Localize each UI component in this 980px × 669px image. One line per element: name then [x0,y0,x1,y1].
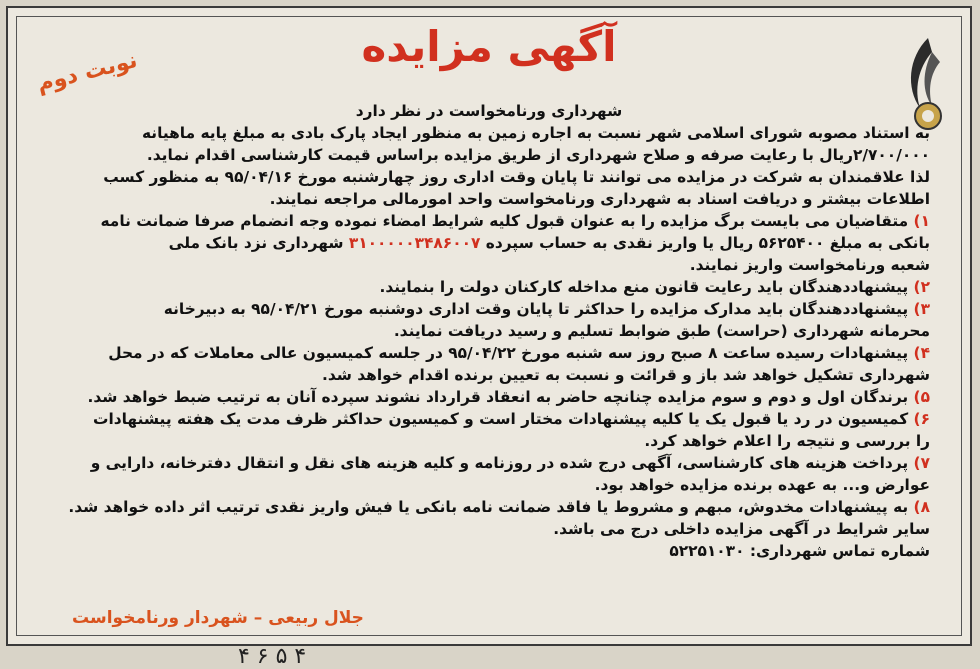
item-text: پیشنهادات رسیده ساعت ۸ صبح روز سه شنبه مورخ ۹۵/۰۴/۲۲ در جلسه کمیسیون عالی معاملات که در محل [108,344,909,362]
condition-item-cont [48,320,930,342]
condition-item [48,298,930,320]
advertisement-body [48,100,930,562]
item-number: ۴) [913,344,930,362]
signature: جلال ربیعی – شهردار ورنامخواست [72,608,364,628]
item-text: پیشنهاددهندگان باید مدارک مزایده را حداکثر تا پایان وقت اداری دوشنبه مورخ ۹۵/۰۴/۲۱ به دبیرخانه [163,300,909,318]
condition-item [48,210,930,232]
item-text: شعبه ورنامخواست واریز نمایند. [689,256,930,274]
condition-item-cont [48,232,930,254]
condition-item-cont [48,254,930,276]
advertisement-document [6,6,972,669]
footer-note: سایر شرایط در آگهی مزایده داخلی درج می باشد. [553,520,930,538]
item-text: شهرداری نزد بانک ملی [168,234,344,252]
item-text: شهرداری تشکیل خواهد شد باز و قرائت و نسبت به تعیین برنده اقدام خواهد شد. [322,366,930,384]
condition-item-cont [48,430,930,452]
item-number: ۵) [913,388,930,406]
condition-item [48,276,930,298]
item-text: به پیشنهادات مخدوش، مبهم و مشروط یا فاقد ضمانت نامه بانکی یا فیش واریز نقدی ترتیب اثر داده خواهد شد. [68,498,909,516]
second-notice-badge: نوبت دوم [34,47,140,98]
item-text: عوارض و... به عهده برنده مزایده خواهد بود. [594,476,930,494]
phone-line: شماره تماس شهرداری: ۵۲۲۵۱۰۳۰ [669,542,930,560]
item-number: ۳) [913,300,930,318]
item-text: را بررسی و نتیجه را اعلام خواهد کرد. [644,432,930,450]
condition-item [48,452,930,474]
item-number: ۶) [913,410,930,428]
item-text: کمیسیون در رد یا قبول یک یا کلیه پیشنهادات مختار است و کمیسیون حداکثر ظرف مدت یک هفته پیشنهادات [93,410,909,428]
subtitle: شهرداری ورنامخواست در نظر دارد [355,102,623,120]
item-number: ۸) [913,498,930,516]
intro-line: لذا علاقمندان به شرکت در مزایده می توانند تا پایان وقت اداری روز چهارشنبه مورخ ۹۵/۰۴/۱۶ به منظور کسب [103,168,930,186]
item-text: پرداخت هزینه های کارشناسی، آگهی درج شده در روزنامه و کلیه هزینه های نقل و انتقال دفترخانه، دارایی و [90,454,909,472]
item-number: ۱) [913,212,930,230]
condition-item [48,408,930,430]
intro-line: اطلاعات بیشتر و دریافت اسناد به شهرداری ورنامخواست واحد امورمالی مراجعه نمایند. [269,190,930,208]
item-text: برندگان اول و دوم و سوم مزایده چنانچه حاضر به انعقاد قرارداد نشوند سپرده آنان به ترتیب ضبط خواهد شد. [87,388,909,406]
item-text: بانکی به مبلغ ۵۶۲۵۴۰۰ ریال یا واریز نقدی به حساب سپرده [485,234,930,252]
condition-item [48,496,930,518]
handwritten-marks: ۴ ۶ ۵ ۴ [238,644,307,669]
condition-item [48,342,930,364]
item-text: متقاضیان می بایست برگ مزایده را به عنوان قبول کلیه شرایط امضاء نموده وجه انضمام صرفا ضمانت نامه [100,212,909,230]
item-number: ۲) [913,278,930,296]
page-title: آگهی مزایده [361,22,617,71]
item-text: پیشنهاددهندگان باید رعایت قانون منع مداخله کارکنان دولت را بنمایند. [379,278,909,296]
condition-item [48,386,930,408]
condition-item-cont [48,364,930,386]
account-number: ۳۱۰۰۰۰۰۳۴۸۶۰۰۷ [348,234,481,252]
item-text: محرمانه شهرداری (حراست) طبق ضوابط تسلیم و رسید دریافت نمایند. [393,322,930,340]
item-number: ۷) [913,454,930,472]
intro-line: ۲/۷۰۰/۰۰۰ریال با رعایت صرفه و صلاح شهرداری از طریق مزایده براساس قیمت کارشناسی اقدام نماید. [146,146,930,164]
condition-item-cont [48,474,930,496]
intro-line: به استناد مصوبه شورای اسلامی شهر نسبت به اجاره زمین به منظور ایجاد پارک بادی به مبلغ پایه ماهیانه [141,124,930,142]
